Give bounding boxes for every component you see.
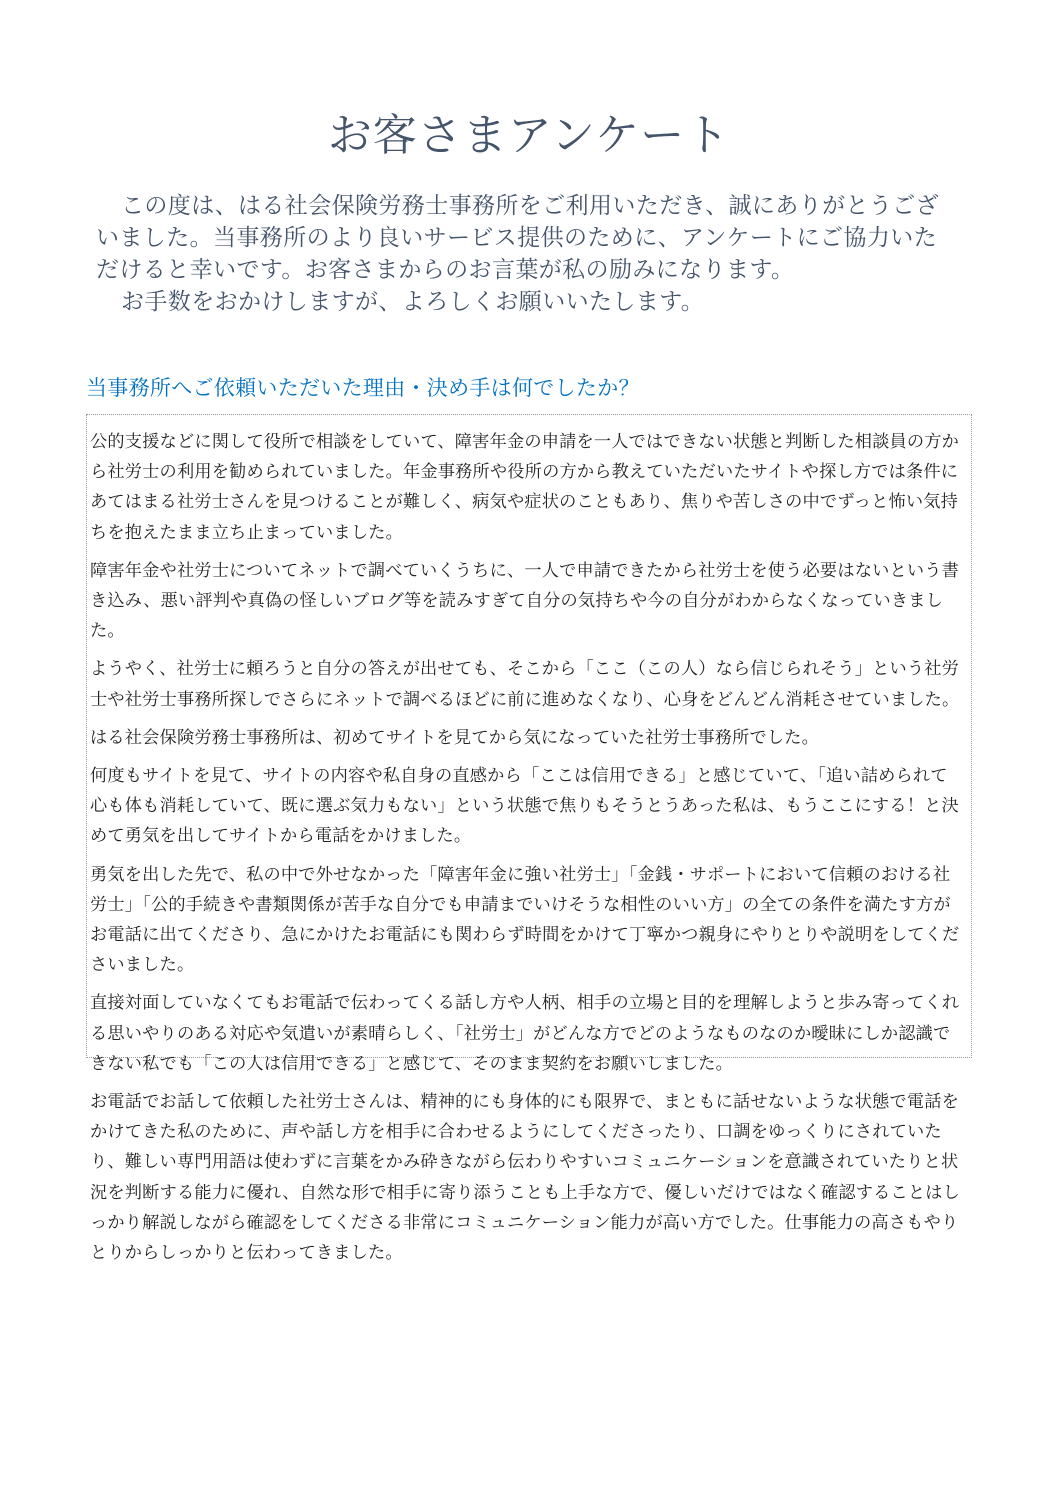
answer-paragraph: はる社会保険労務士事務所は、初めてサイトを見てから気になっていた社労士事務所でした。 bbox=[90, 727, 820, 748]
answer-box bbox=[86, 414, 972, 1264]
intro-paragraph: お手数をおかけしますが、よろしくお願いいたします。 bbox=[121, 289, 705, 315]
question-heading: 当事務所へご依頼いただいた理由・決め手は何でしたか？ bbox=[86, 376, 640, 400]
intro-paragraph: この度は、はる社会保険労務士事務所をご利用いただき、誠にありがとうございました。当事務所のより良いサービス提供のために、アンケートにご協力いただけると幸いです。お客さまからのお言葉が私の励みになります。 bbox=[96, 193, 940, 283]
answer-paragraph: お電話でお話して依頼した社労士さんは、精神的にも身体的にも限界で、まともに話せないような状態で電話をかけてきた私のために、声や話し方を相手に合わせるようにしてくださったり、口調をゆっくりにされていたり、難しい専門用語は使わずに言葉をかみ砕きながら伝わりやすいコミュニケーションを意識されていたりと状況を判断する能力に優れ、自然な形で相手に寄り添うことも上手な方で、優しいだけではなく確認することはしっかり解説しながら確認をしてくださる非常にコミュニケーション能力が高い方でした。仕事能力の高さもやりとりからしっかりと伝わってきました。 bbox=[90, 1092, 961, 1264]
answer-paragraph: 勇気を出した先で、私の中で外せなかった「障害年金に強い社労士」「金銭・サポートにおいて信頼のおける社労士」「公的手続きや書類関係が苦手な自分でも申請までいけそうな相性のいい方」の全ての条件を満たす方がお電話に出てくださり、急にかけたお電話にも関わらず時間をかけて丁寧かつ親身にやりとりや説明をしてくださいました。 bbox=[90, 864, 960, 976]
answer-paragraph: 障害年金や社労士についてネットで調べていくうちに、一人で申請できたから社労士を使う必要はないという書き込み、悪い評判や真偽の怪しいブログ等を読みすぎて自分の気持ちや今の自分がわからなくなっていきました。 bbox=[90, 560, 960, 642]
answer-paragraph: ようやく、社労士に頼ろうと自分の答えが出せても、そこから「ここ（この人）なら信じられそう」という社労士や社労士事務所探しでさらにネットで調べるほどに前に進めなくなり、心身をどんどん消耗させていました。 bbox=[90, 659, 960, 710]
intro-text bbox=[96, 190, 956, 318]
answer-paragraph: 何度もサイトを見て、サイトの内容や私自身の直感から「ここは信用できる」と感じていて、「追い詰められて心も体も消耗していて、既に選ぶ気力もない」という状態で焦りもそうとうあった私は、もうここにする！と決めて勇気を出してサイトから電話をかけました。 bbox=[90, 766, 959, 847]
page-title: お客さまアンケート bbox=[327, 110, 731, 161]
answer-paragraph: 公的支援などに関して役所で相談をしていて、障害年金の申請を一人ではできない状態と判断した相談員の方から社労士の利用を勧められていました。年金事務所や役所の方から教えていただいたサイトや探し方では条件にあてはまる社労士さんを見つけることが難しく、病気や症状のこともあり、焦りや苦しさの中でずっと怖い気持ちを抱えたまま立ち止まっていました。 bbox=[90, 432, 960, 543]
answer-paragraph: 直接対面していなくてもお電話で伝わってくる話し方や人柄、相手の立場と目的を理解しようと歩み寄ってくれる思いやりのある対応や気遣いが素晴らしく、「社労士」がどんな方でどのようなものなのか曖昧にしか認識できない私でも「この人は信用できる」と感じて、そのまま契約をお願いしました。 bbox=[90, 993, 960, 1074]
